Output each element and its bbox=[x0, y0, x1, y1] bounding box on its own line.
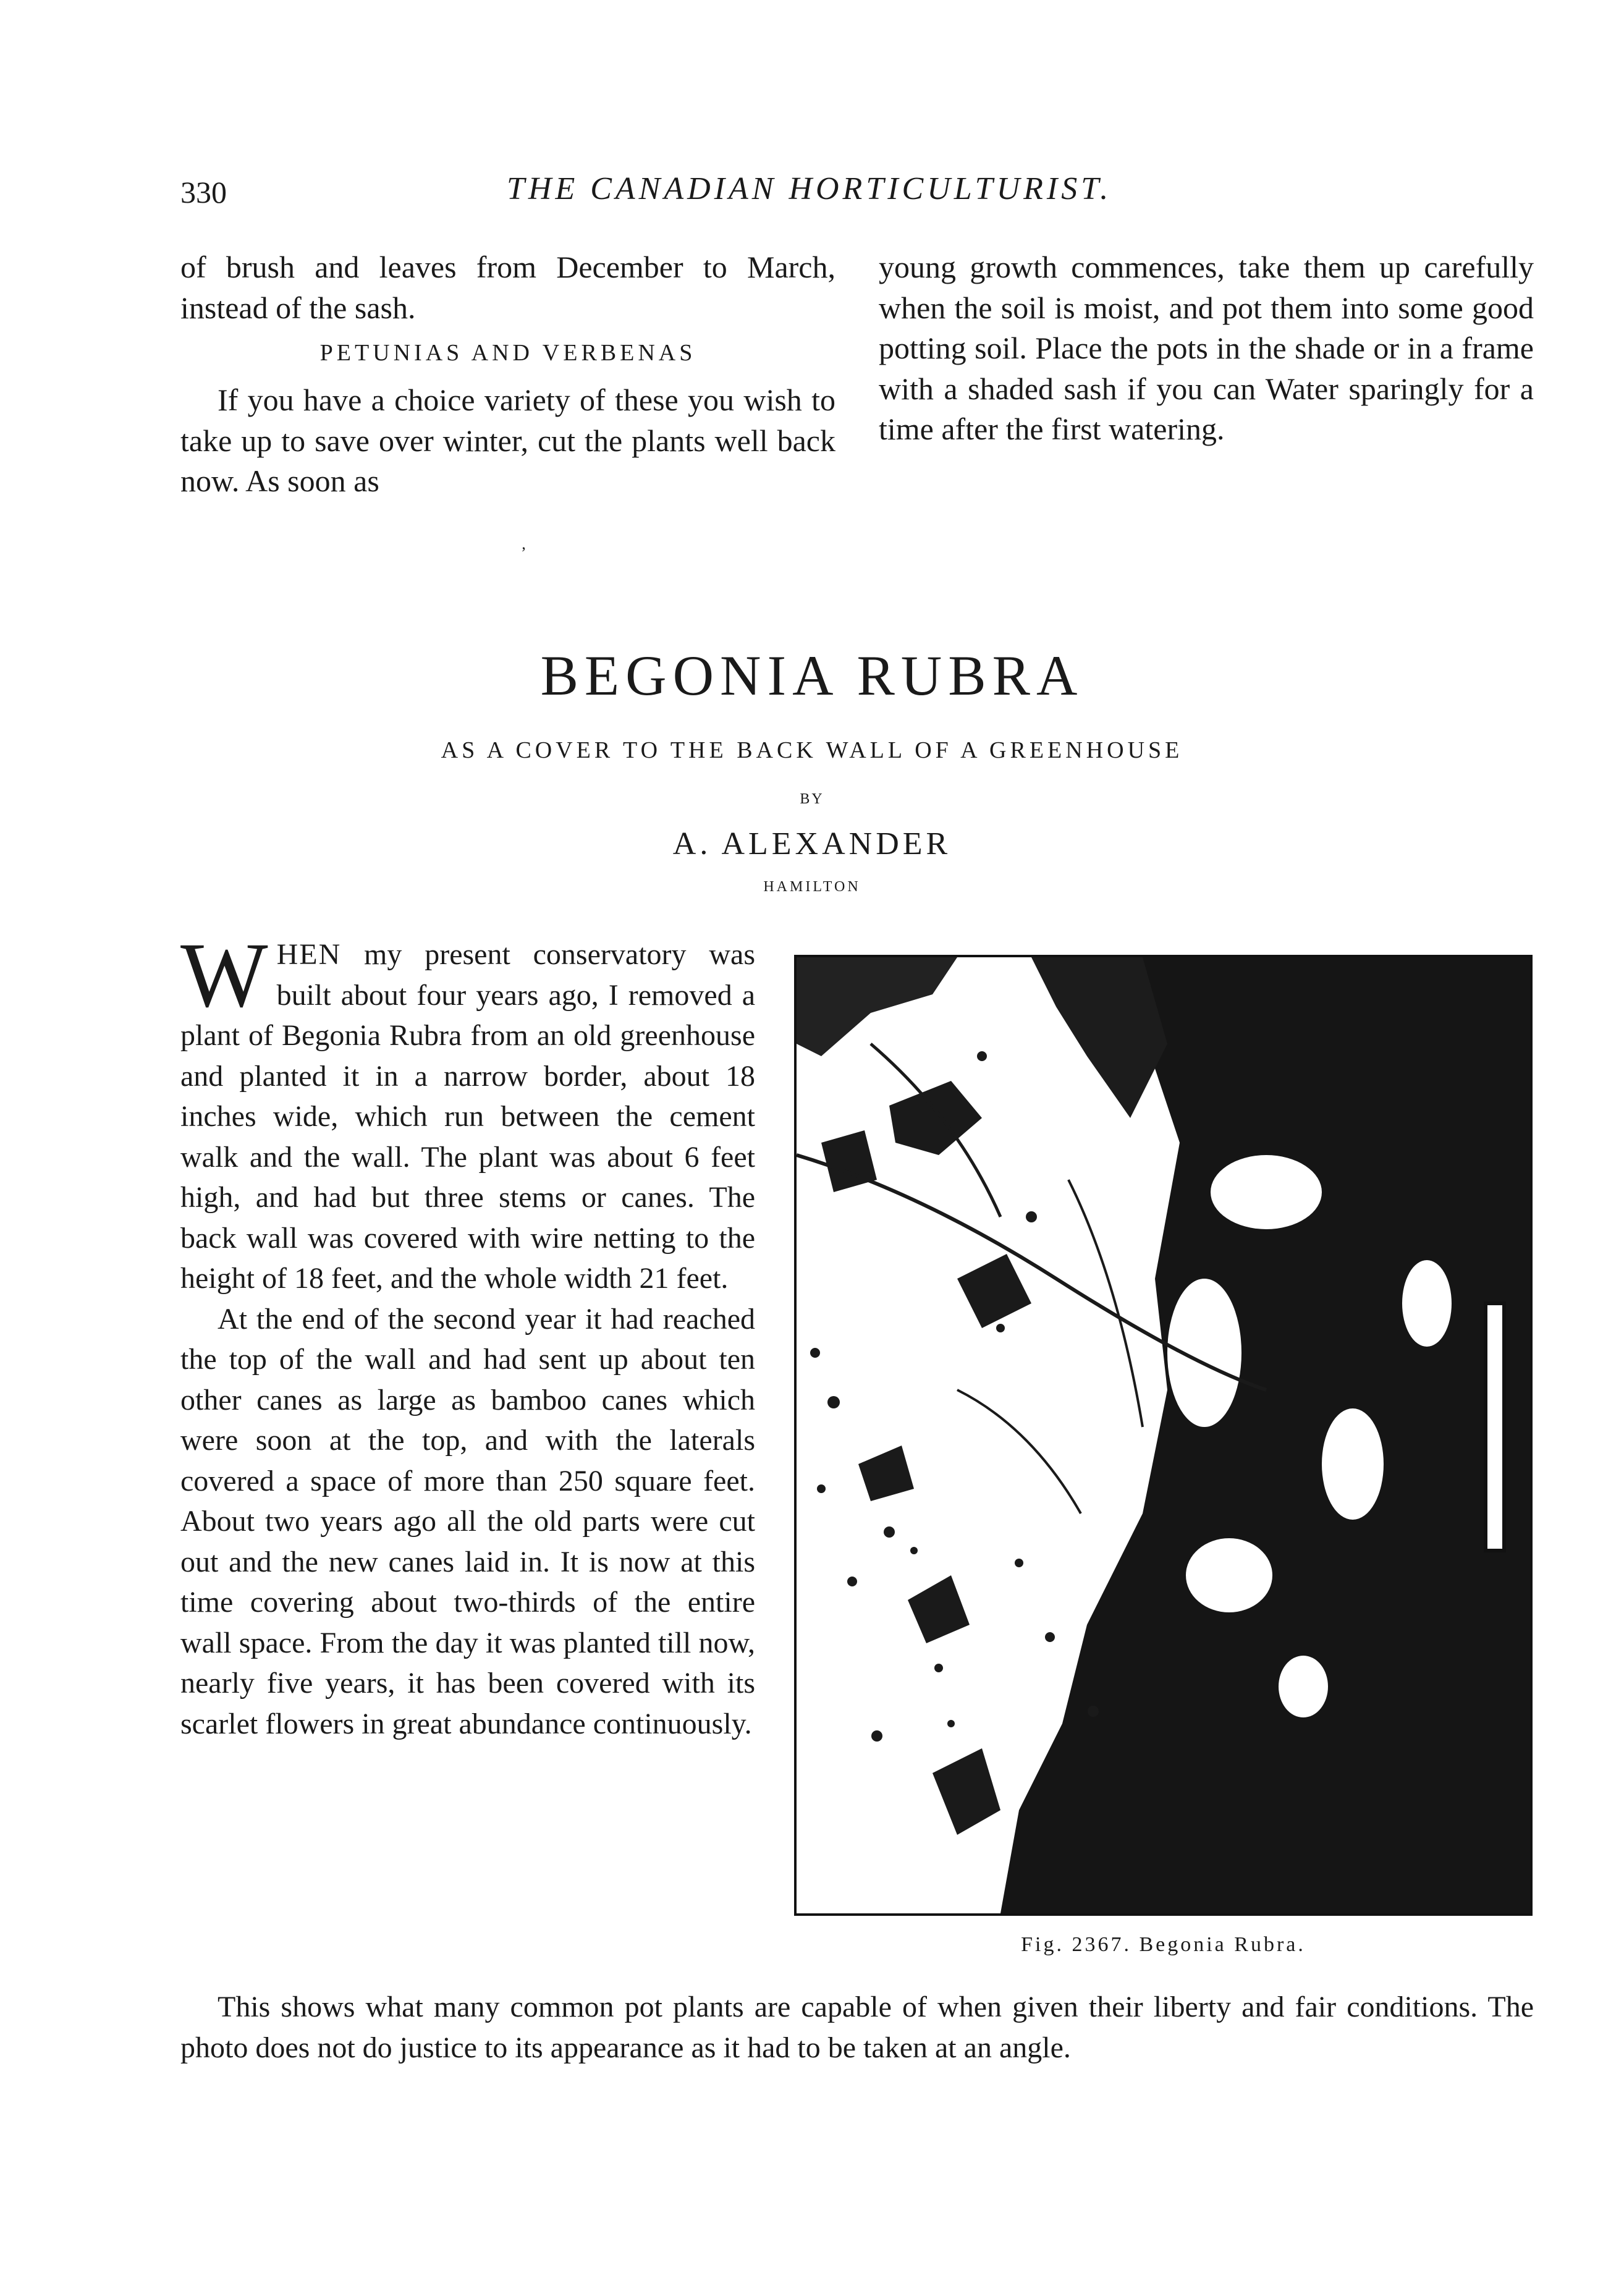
page-number: 330 bbox=[180, 175, 227, 210]
stray-mark: ’ bbox=[521, 544, 527, 562]
petunias-paragraph: If you have a choice variety of these you wish to take up to save over winter, cut the plants well back now. As soon as bbox=[180, 383, 835, 498]
article-subtitle: AS A COVER TO THE BACK WALL OF A GREENHOUSE bbox=[441, 737, 1183, 763]
article-paragraph-1 bbox=[180, 924, 755, 1299]
article-body-column bbox=[180, 924, 755, 1744]
begonia-photograph bbox=[794, 955, 1533, 1916]
top-left-column bbox=[180, 247, 835, 502]
byline-by: BY bbox=[800, 791, 824, 807]
author-location: HAMILTON bbox=[763, 879, 861, 895]
running-header: THE CANADIAN HORTICULTURIST. bbox=[507, 171, 1112, 206]
figure-caption: Fig. 2367. Begonia Rubra. bbox=[1021, 1933, 1306, 1956]
petunias-paragraph-continued: young growth commences, take them up carefully when the soil is moist, and pot them into some good potting soil. Place the pots in the shade or in a frame with a shaded sash if you can Water sparingly for a time after the first watering. bbox=[879, 250, 1534, 446]
top-right-column bbox=[879, 247, 1534, 450]
article-paragraph-3: This shows what many common pot plants are capable of when given their liberty and fair conditions. The photo does not do justice to its appearance as it had to be taken at an angle. bbox=[180, 1991, 1534, 2064]
drop-cap: W bbox=[180, 924, 268, 1027]
paragraph-1-text: my present conservatory was built about four years ago, I removed a plant of Begonia Rubra from an old greenhouse and planted it in a narrow border, about 18 inches wide, which run between the cement walk and the wall. The plant was about 6 feet high, and had but three stems or canes. The back wall was covered with wire netting to the height of 18 feet, and the whole width 21 feet. bbox=[180, 938, 755, 1295]
begonia-foliage-image bbox=[797, 957, 1530, 1913]
article-closing-paragraph bbox=[180, 1987, 1534, 2068]
author-name: A. ALEXANDER bbox=[672, 826, 952, 861]
article-paragraph-2: At the end of the second year it had reached the top of the wall and had sent up about ten other canes as large as bamboo canes which were soon at the top, and with the laterals covered a space of more than 250 square feet. About two years ago all the old parts were cut out and the new canes laid in. It is now at this time covering about two-thirds of the entire wall space. From the day it was planted till now, nearly five years, it has been covered with its scarlet flowers in great abundance continuously. bbox=[180, 1302, 755, 1740]
article-title: BEGONIA RUBRA bbox=[540, 644, 1084, 707]
lead-word: HEN bbox=[276, 938, 342, 971]
section-subheading: PETUNIAS AND VERBENAS bbox=[319, 340, 696, 366]
continued-paragraph: of brush and leaves from December to March, instead of the sash. bbox=[180, 250, 835, 325]
